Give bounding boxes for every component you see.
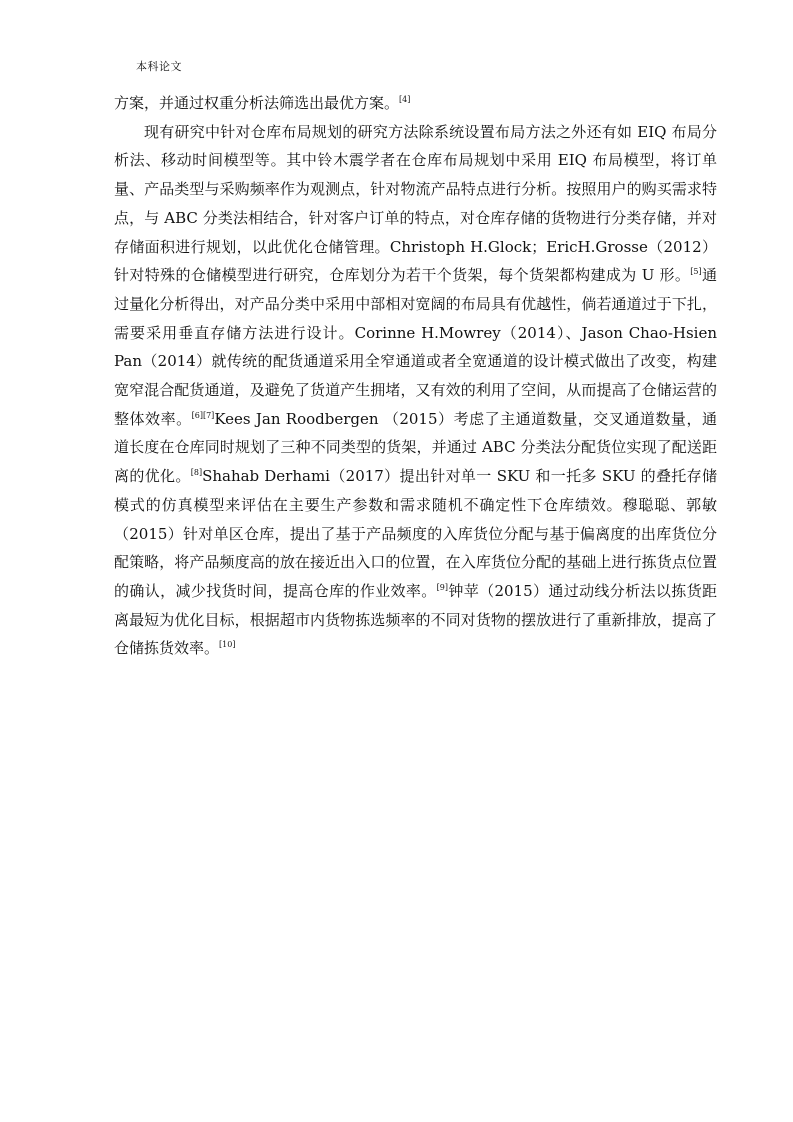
body-text <box>114 89 717 663</box>
citation: [9] <box>436 582 448 592</box>
citation: [4] <box>399 95 411 104</box>
sentence: 现有研究中针对仓库布局规划的研究方法除系统设置布局方法之外还有如 EIQ 布局分析法、移动时间模型等。其中铃木震学者在仓库布局规划中采用 EIQ 布局模型，将订单量、产品类型与采购频率作为观测点，针对物流产品特点进行分析。按照用户的购买需求特点，与 ABC 分类法相结合，针对客户订单的特点，对仓库存储的货物进行分类存储，并对存储面积进行规划，以此优化仓储管理。Christoph H.Glock；EricH.Grosse（2012）针对特殊的仓储模型进行研究，仓库划分为若干个货架，每个货架都构建成为 U 形。 <box>114 122 717 285</box>
paragraph <box>114 118 717 663</box>
citation: [6][7] <box>191 410 215 420</box>
citation: [8] <box>190 468 203 478</box>
citation: [10] <box>219 640 236 650</box>
sentence: 钟苹（2015）通过动线分析法以拣货距离最短为优化目标，根据超市内货物拣选频率的不同对货物的摆放进行了重新排放，提高了仓储拣货效率。 <box>114 581 717 658</box>
sentence: 方案，并通过权重分析法筛选出最优方案。 <box>114 94 400 112</box>
continued-paragraph <box>114 89 717 118</box>
sentence: 通过量化分析得出，对产品分类中采用中部相对宽阔的布局具有优越性，倘若通道过于下扎，需要采用垂直存储方法进行设计。Corinne H.Mowrey（2014）、Jason Chao-Hsien Pan（2014）就传统的配货通道采用全窄通道或者全宽通道的设计模式做出了改变，构建宽窄混合配货通道，及避免了货道产生拥堵，又有效的利用了空间，从而提高了仓储运营的整体效率。 <box>114 266 717 428</box>
page-header: 本科论文 <box>136 60 182 73</box>
sentence: Shahab Derhami（2017）提出针对单一 SKU 和一托多 SKU 的叠托存储模式的仿真模型来评估在主要生产参数和需求随机不确定性下仓库绩效。穆聪聪、郭敏（2015）针对单区仓库，提出了基于产品频度的入库货位分配与基于偏离度的出库货位分配策略，将产品频度高的放在接近出入口的位置，在入库货位分配的基础上进行拣货点位置的确认，减少找货时间，提高仓库的作业效率。 <box>114 467 717 600</box>
sentence: Kees Jan Roodbergen （2015）考虑了主通道数量，交叉通道数量，通道长度在仓库同时规划了三种不同类型的货架，并通过 ABC 分类法分配货位实现了配送距离的优化。 <box>114 409 717 486</box>
citation: [5] <box>690 267 702 277</box>
